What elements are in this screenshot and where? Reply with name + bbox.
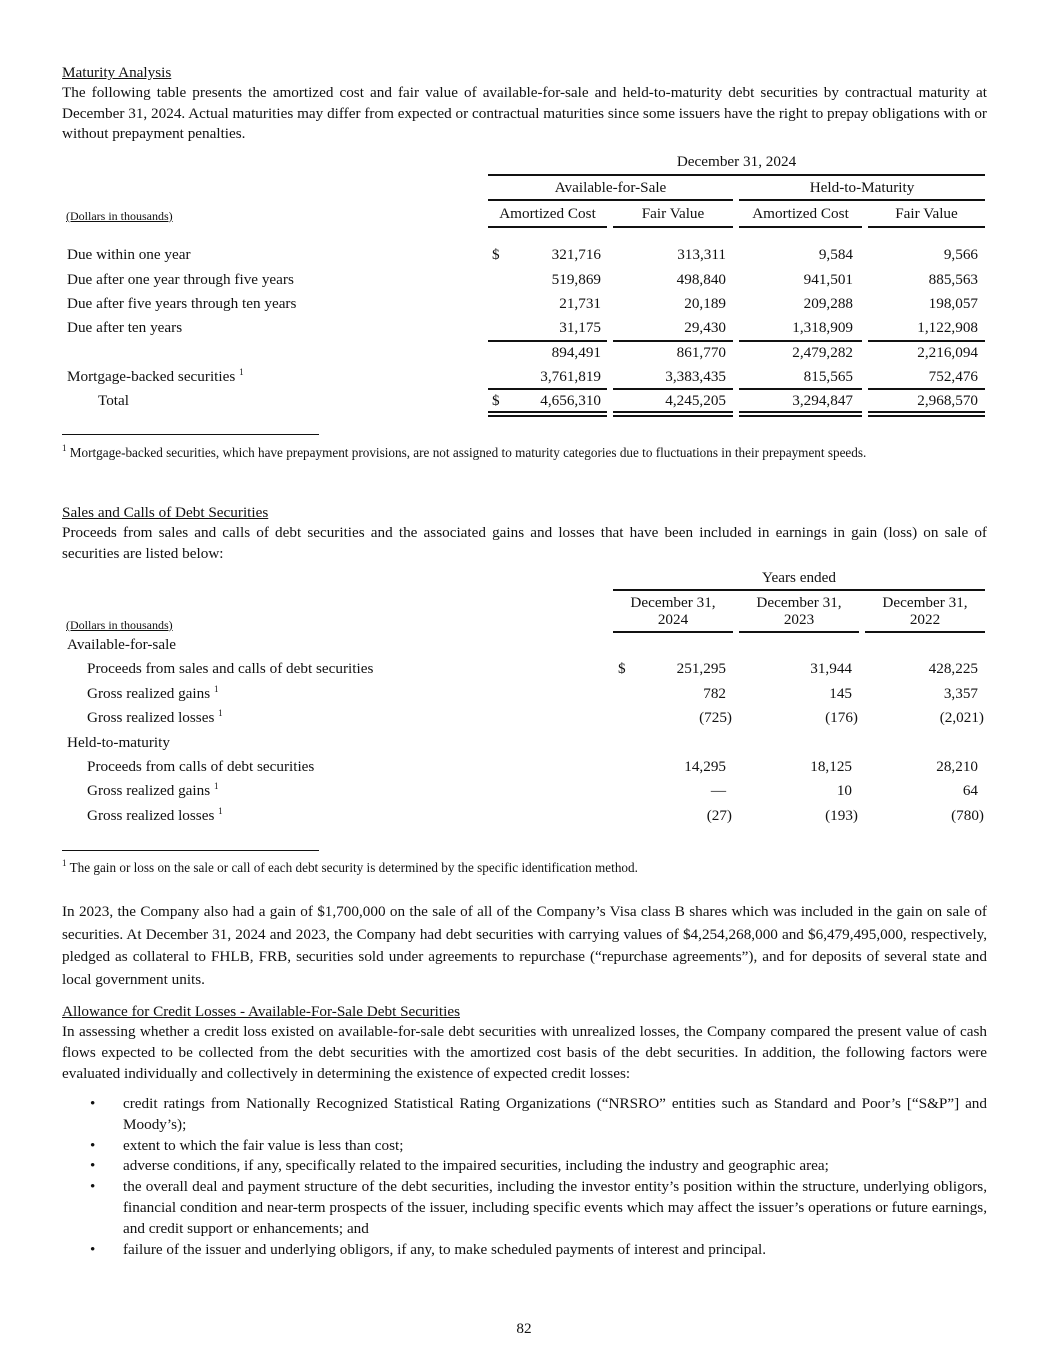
cell-value: 2,968,570 [917,392,978,409]
footnote-marker: 1 [218,806,223,816]
cell-value: 782 [703,685,726,702]
period-header: Years ended [762,569,836,586]
cell-value: 941,501 [803,271,853,288]
cell-value: (193) [825,807,858,824]
row-label: Due after ten years [67,319,183,336]
column-header: Fair Value [641,205,705,222]
cell-value: 885,563 [928,271,978,288]
row-label: Total [98,392,129,409]
currency-symbol: $ [618,660,626,677]
subtotal-rule [739,340,862,342]
cell-value: (725) [699,709,732,726]
group-header-htm: Held-to-Maturity [809,179,915,196]
list-item [62,1094,987,1136]
row-label [87,684,218,705]
maturity-intro: The following table presents the amortized cost and fair value of available-for-sale and held-to-maturity debt securities by contractual maturity at December 31, 2024. Actual maturities may differ from expected or contractual maturities since some issuers have the right to prepay obligations with or without prepayment penalties. [62,84,987,142]
cell-value: 31,175 [559,319,601,336]
cell-value: 64 [962,782,978,799]
column-rule [613,631,733,633]
group-rule-htm [739,199,985,201]
list-item-text: credit ratings from Nationally Recognized Statistical Rating Organizations (“NRSRO” entities such as Standard and Poor’s [“S&P”] and Moody’s); [123,1095,987,1133]
allowance-intro: In assessing whether a credit loss existed on available-for-sale debt securities with unrealized losses, the Company compared the present value of cash flows expected to be collected from the debt securities with the amortized cost basis of the debt securities. In addition, the following factors were evaluated individually and collectively in determining the existence of expected credit losses: [62,1023,987,1082]
row-label [67,367,244,388]
column-rule [739,226,862,228]
row-label-text: Gross realized gains [87,685,211,702]
cell-value: 9,566 [943,246,978,263]
cell-value: 4,245,205 [665,392,726,409]
total-rule [613,388,733,390]
row-label: Due after one year through five years [67,271,294,288]
column-header: Amortized Cost [752,205,849,222]
cell-value: 3,383,435 [665,368,726,385]
cell-value: 4,656,310 [540,392,601,409]
column-rule [739,631,859,633]
footnote-marker: 1 [62,443,67,453]
row-label [87,806,223,827]
cell-value: (2,021) [939,709,984,726]
cell-value: 31,944 [810,660,852,677]
cell-value: 3,294,847 [792,392,853,409]
allowance-factor-list [62,1094,987,1260]
footnote-marker: 1 [218,708,223,718]
cell-value: 209,288 [803,295,853,312]
double-rule [488,411,607,417]
row-label-text: Mortgage-backed securities [67,368,236,385]
cell-value: 20,189 [684,295,726,312]
column-rule [488,226,607,228]
cell-value: 10 [836,782,852,799]
bullet-icon: • [90,1095,96,1112]
cell-value: — [710,782,726,799]
cell-value: 145 [829,685,852,702]
cell-value: 251,295 [676,660,726,677]
row-label: Proceeds from calls of debt securities [87,758,315,775]
cell-value: 3,761,819 [540,368,601,385]
cell-value: 2,216,094 [917,344,978,361]
column-header-line: December 31, [882,594,968,611]
cell-value: 1,318,909 [792,319,853,336]
list-item [62,1177,987,1239]
cell-value: 198,057 [928,295,978,312]
row-label: Due after five years through ten years [67,295,297,312]
cell-value: 3,357 [943,685,978,702]
list-item-text: extent to which the fair value is less than cost; [123,1136,404,1154]
double-rule [868,411,985,417]
column-header-line: 2022 [909,611,941,628]
cell-value: 21,731 [559,295,601,312]
section-label-afs: Available-for-sale [67,636,177,653]
page-number: 82 [516,1320,532,1337]
total-rule [868,388,985,390]
subtotal-rule [488,340,607,342]
column-rule [865,631,985,633]
footnote-text: Mortgage-backed securities, which have prepayment provisions, are not assigned to maturity categories due to fluctuations in their prepayment speeds. [69,445,867,460]
column-header: Fair Value [895,205,958,222]
list-item-text: adverse conditions, if any, specifically related to the impaired securities, including the industry and geographic area; [123,1157,829,1175]
bullet-icon: • [90,1136,96,1154]
column-rule [613,226,733,228]
group-header-afs: Available-for-Sale [554,179,667,196]
row-label [87,708,223,729]
subtotal-rule [868,340,985,342]
double-rule [739,411,862,417]
cell-value: 861,770 [676,344,726,361]
total-rule [488,388,607,390]
list-item-text: the overall deal and payment structure of the debt securities, including the investor entity’s position within the structure, underlying obligors, financial condition and near-term prospects of the issuer, including specific events which may affect the issuer’s operations or future earnings, and credit support or enhancements; and [123,1178,987,1237]
sales-footnote [62,858,987,877]
cell-value: 321,716 [551,246,601,263]
sales-heading: Sales and Calls of Debt Securities [62,504,269,521]
double-rule [613,411,733,417]
row-label: Due within one year [67,246,191,263]
footnote-marker: 1 [213,781,219,791]
currency-symbol: $ [492,246,500,263]
column-header-line: December 31, [630,594,716,611]
sales-intro: Proceeds from sales and calls of debt securities and the associated gains and losses that have been included in earnings in gain (loss) on sale of securities are listed below: [62,524,987,562]
cell-value: 1,122,908 [917,319,978,336]
cell-value: (176) [825,709,858,726]
cell-value: 498,840 [676,271,726,288]
cell-value: 2,479,282 [792,344,853,361]
maturity-footnote [62,443,987,462]
cell-value: (27) [706,807,732,824]
subtotal-rule [613,340,733,342]
cell-value: 752,476 [928,368,978,385]
list-item [62,1240,987,1261]
column-header [865,594,985,628]
footnote-divider [62,434,319,435]
currency-symbol: $ [492,392,500,409]
cell-value: 313,311 [677,246,726,263]
header-rule [488,174,985,176]
cell-value: 14,295 [684,758,726,775]
row-label: Proceeds from sales and calls of debt securities [87,660,374,677]
bullet-icon: • [90,1240,96,1258]
row-label-text: Gross realized losses [87,807,215,824]
list-item [62,1156,987,1177]
cell-value: 519,869 [551,271,601,288]
list-item [62,1136,987,1157]
column-header-line: 2024 [657,611,689,628]
column-header [739,594,859,628]
bullet-icon: • [90,1178,96,1196]
cell-value: 29,430 [684,319,726,336]
cell-value: 815,565 [803,368,853,385]
cell-value: 18,125 [810,758,852,775]
column-rule [868,226,985,228]
column-header-line: December 31, [756,594,842,611]
period-header: December 31, 2024 [676,153,797,170]
cell-value: (780) [951,807,984,824]
column-header-line: 2023 [783,611,815,628]
footnote-marker: 1 [213,684,219,694]
cell-value: 894,491 [551,344,601,361]
header-rule [613,589,985,591]
footnote-marker: 1 [239,367,244,377]
row-label-text: Gross realized gains [87,782,211,799]
units-label: (Dollars in thousands) [66,209,173,223]
column-header [613,594,733,628]
footnote-text: The gain or loss on the sale or call of each debt security is determined by the specific identification method. [69,860,638,875]
row-label-text: Gross realized losses [87,709,215,726]
row-label [87,781,218,802]
footnote-marker: 1 [62,858,67,868]
bullet-icon: • [90,1157,96,1175]
total-rule [739,388,862,390]
maturity-heading: Maturity Analysis [62,64,172,81]
cell-value: 28,210 [936,758,978,775]
list-item-text: failure of the issuer and underlying obligors, if any, to make scheduled payments of interest and principal. [123,1240,767,1258]
section-label-htm: Held-to-maturity [67,734,170,751]
units-label: (Dollars in thousands) [66,618,173,632]
group-rule-afs [488,199,733,201]
visa-paragraph: In 2023, the Company also had a gain of $1,700,000 on the sale of all of the Company’s Visa class B shares which was included in the gain on sale of securities. At December 31, 2024 and 2023, the Company had debt securities with carrying values of $4,254,268,000 and $6,479,495,000, respectively, pledged as collateral to FHLB, FRB, securities sold under agreements to repurchase (“repurchase agreements”), and for deposits of several state and local government units. [62,903,987,988]
allowance-heading: Allowance for Credit Losses - Available-For-Sale Debt Securities [62,1003,460,1020]
cell-value: 9,584 [818,246,853,263]
cell-value: 428,225 [928,660,978,677]
column-header: Amortized Cost [499,205,596,222]
footnote-divider [62,850,319,851]
